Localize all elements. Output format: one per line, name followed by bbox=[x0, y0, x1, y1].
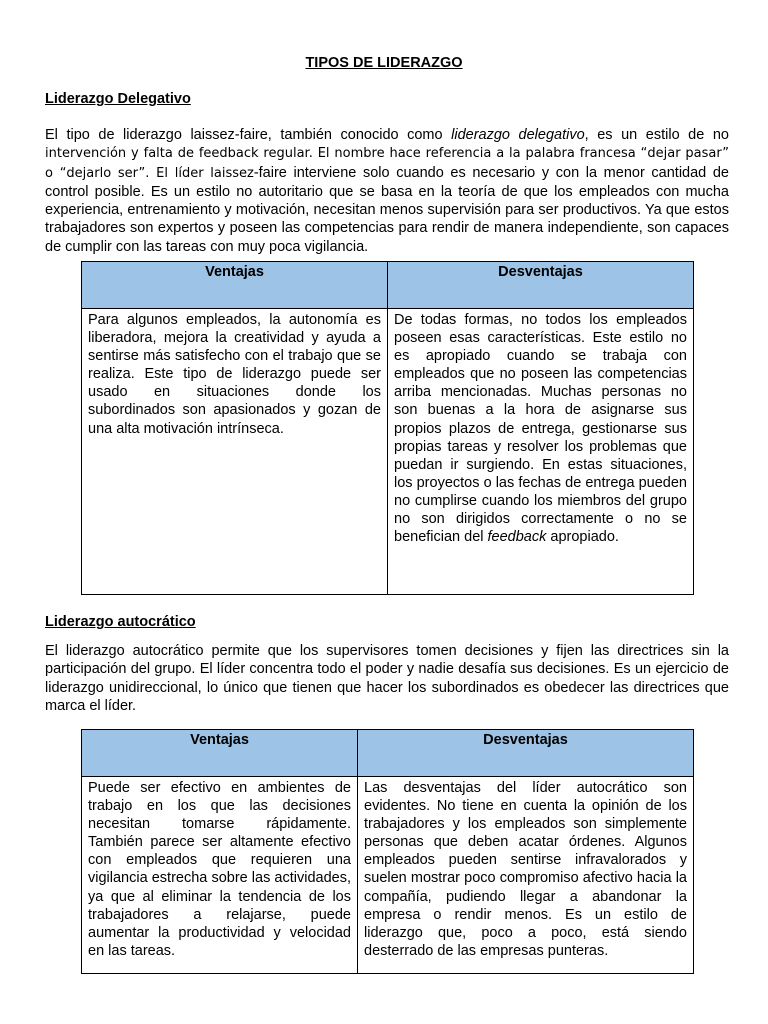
table-header-ventajas: Ventajas bbox=[82, 730, 358, 777]
paragraph-emphasis: liderazgo delegativo bbox=[451, 127, 585, 143]
table-header-ventajas: Ventajas bbox=[82, 262, 388, 309]
table-header-row bbox=[82, 730, 694, 777]
document-title: TIPOS DE LIDERAZGO bbox=[305, 55, 463, 71]
table-cell-ventajas: Para algunos empleados, la autonomía es liberadora, mejora la creatividad y ayuda a sentirse más satisfecho con el trabajo que se realiza. Este tipo de liderazgo puede ser usado en situaciones donde los subordinados son apasionados y gozan de una alta motivación intrínseca. bbox=[82, 309, 388, 595]
cell-text: apropiado. bbox=[546, 529, 619, 546]
paragraph-text: , es un estilo de no bbox=[584, 127, 729, 143]
section-paragraph-autocratico: El liderazgo autocrático permite que los supervisores tomen decisiones y fijen las directrices sin la participación del grupo. El líder concentra todo el poder y nadie desafía sus decisiones. Es un ejercicio de liderazgo unidireccional, lo único que tienen que hacer los subordinados es obedecer las directrices que marca el líder. bbox=[45, 643, 729, 714]
table-cell-desventajas: Las desventajas del líder autocrático son evidentes. No tiene en cuenta la opinión de los trabajadores y los empleados son simplemente personas que deben acatar órdenes. Algunos empleados pueden sentirse infravalorados y suelen mostrar poco compromiso afectivo hacia la compañía, pudiendo llegar a abandonar la empresa o rendir menos. Es un estilo de liderazgo que, poco a poco, está siendo desterrado de las empresas punteras. bbox=[358, 777, 694, 974]
table-cell-ventajas: Puede ser efectivo en ambientes de trabajo en los que las decisiones necesitan tomarse rápidamente. También parece ser altamente efectivo con empleados que requieren una vigilancia estrecha sobre las actividades, ya que al eliminar la tendencia de los trabajadores a relajarse, puede aumentar la productividad y velocidad en las tareas. bbox=[82, 777, 358, 974]
section-paragraph-delegativo bbox=[45, 126, 729, 256]
pros-cons-table-autocratico bbox=[81, 729, 694, 974]
table-header-row bbox=[82, 262, 694, 309]
section-heading-delegativo: Liderazgo Delegativo bbox=[45, 91, 191, 107]
cell-emphasis: feedback bbox=[487, 529, 547, 546]
paragraph-text: El tipo de liderazgo laissez-faire, también conocido como bbox=[45, 127, 452, 143]
pros-cons-table-delegativo bbox=[81, 261, 694, 595]
cell-text: De todas formas, no todos los empleados poseen esas características. Este estilo no es apropiado cuando se trabaja con empleados que no poseen las competencias arriba mencionadas. Muchas personas no son buenas a la hora de asignarse sus propios plazos de entrega, gestionarse sus propias tareas y resolver los problemas que puedan ir surgiendo. En estas situaciones, los proyectos o las fechas de entrega pueden no cumplirse cuando los miembros del grupo no son dirigidos correctamente o no se benefician del bbox=[394, 312, 687, 546]
table-cell-desventajas bbox=[388, 309, 694, 595]
paragraph-text: -faire interviene solo cuando es necesario y con la menor cantidad de control posible. Es un estilo no autoritario que se basa en la teoría de que los empleados con mucha experiencia, entrenamiento y motivación, necesitan menos supervisión para ser productivos. Ya que estos trabajadores son expertos y poseen las competencias para rendir de manera independiente, son capaces de cumplir con las tareas con muy poca vigilancia. bbox=[45, 164, 729, 255]
paragraph-text: intervención y falta de feedback regular. El nombre hace referencia a la palabra francesa “dejar pasar” o “dejarlo ser”. El líder laissez bbox=[45, 146, 729, 181]
table-row bbox=[82, 777, 694, 974]
section-heading-autocratico: Liderazgo autocrático bbox=[45, 614, 196, 630]
table-row bbox=[82, 309, 694, 595]
table-header-desventajas: Desventajas bbox=[358, 730, 694, 777]
table-header-desventajas: Desventajas bbox=[388, 262, 694, 309]
